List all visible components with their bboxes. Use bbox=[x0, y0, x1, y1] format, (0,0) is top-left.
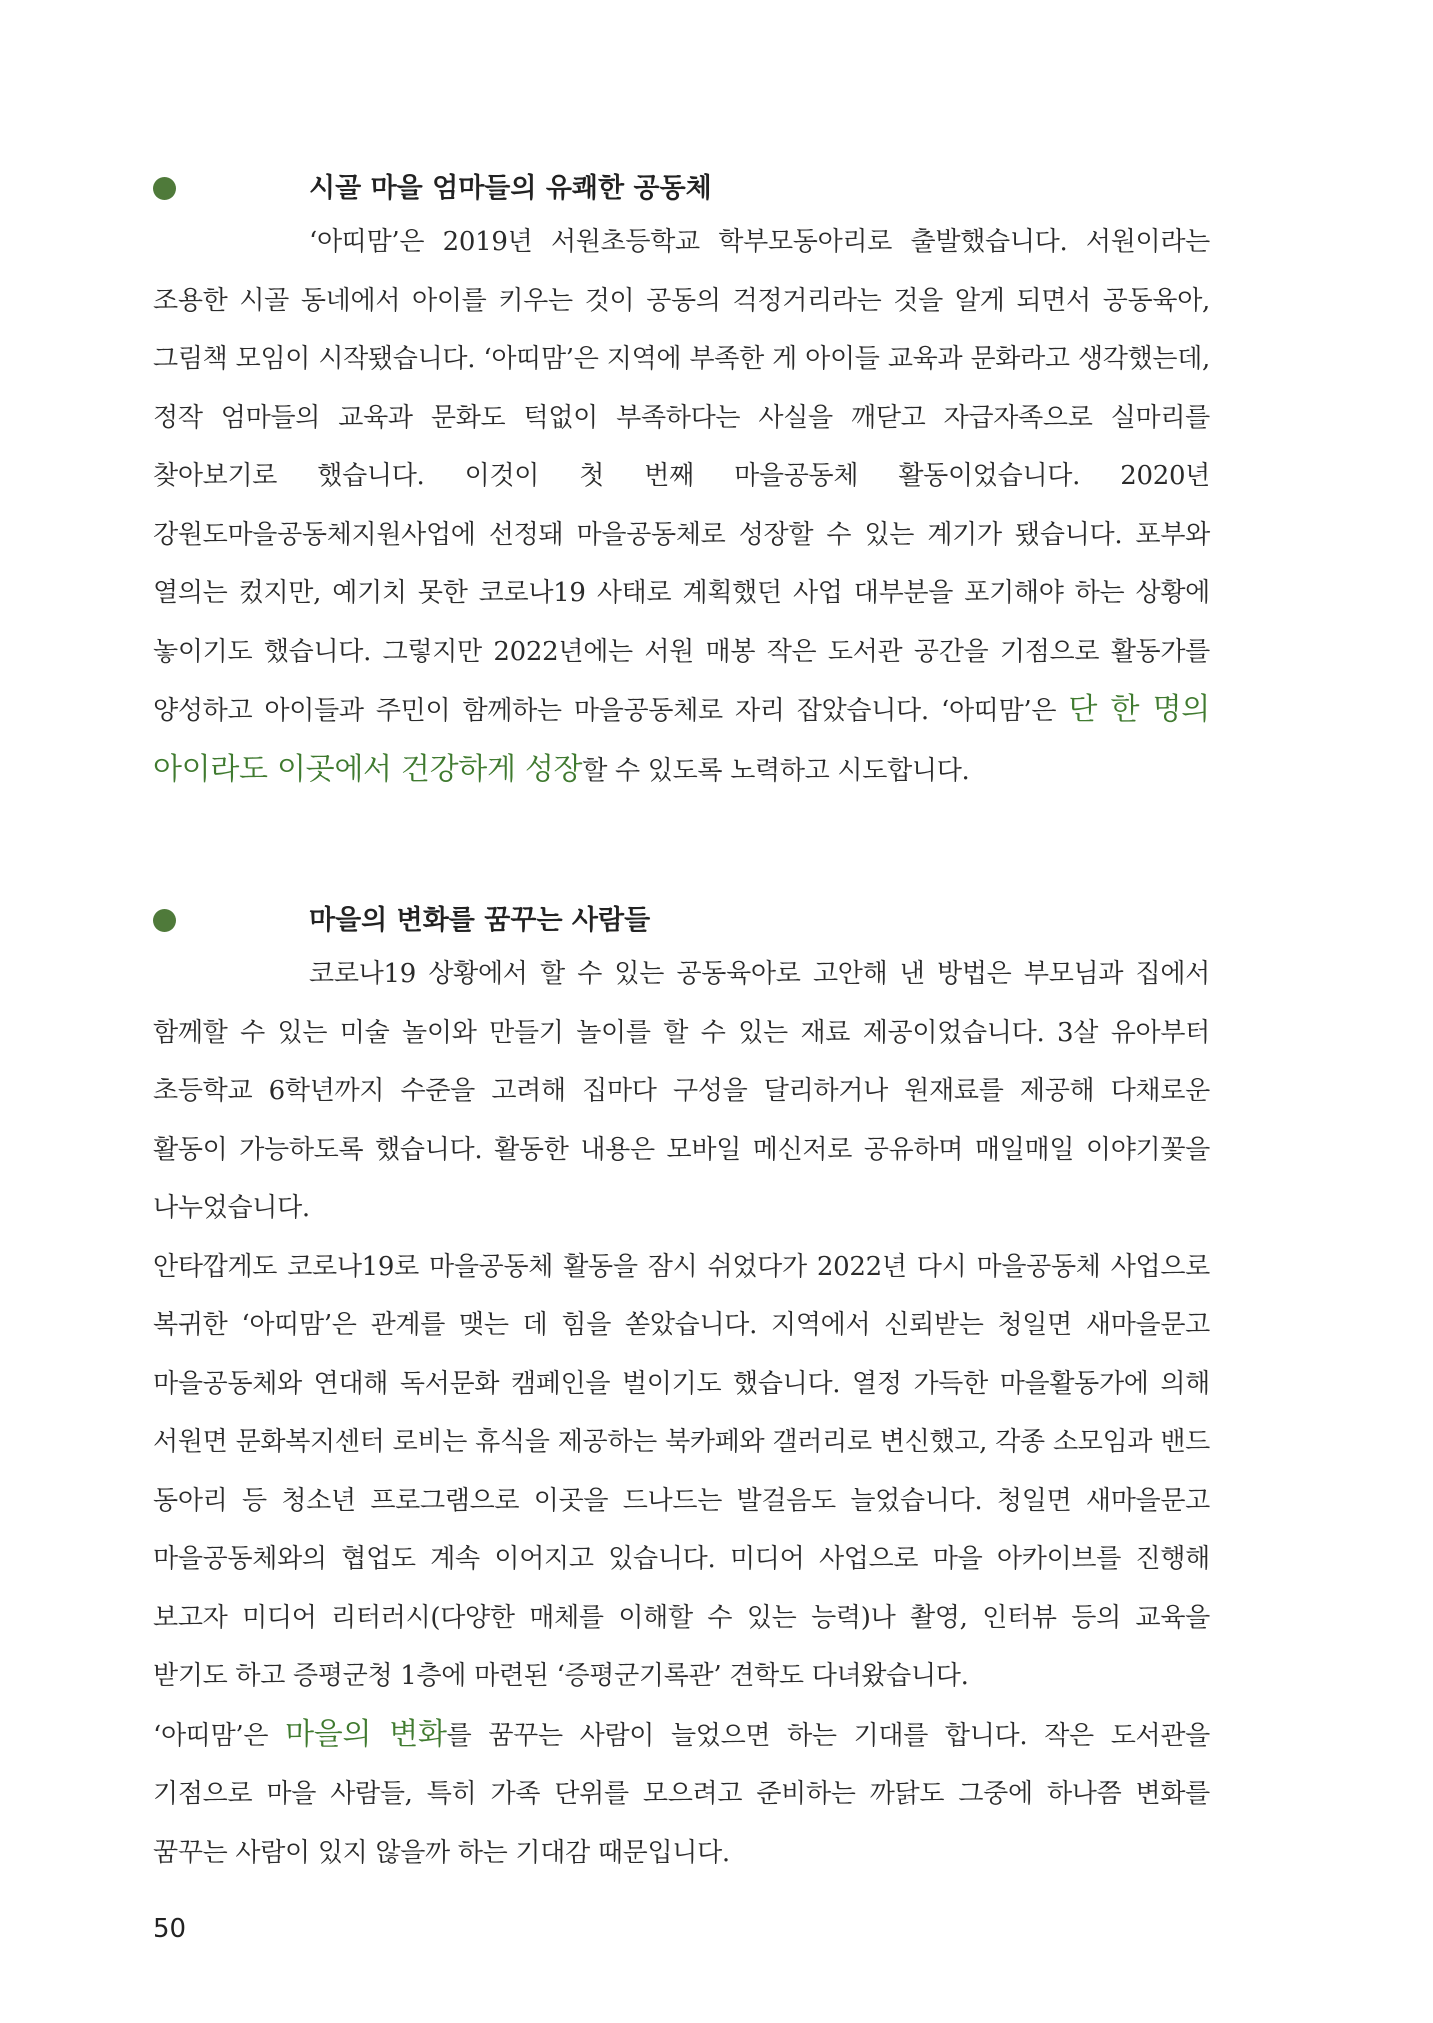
highlighted-phrase: 마을의 변화 bbox=[285, 1716, 447, 1752]
body-paragraph: 안타깝게도 코로나19로 마을공동체 활동을 잠시 쉬었다가 2022년 다시 마을공동체 사업으로 복귀한 ‘아띠맘’은 관계를 맺는 데 힘을 쏟았습니다. 지역에서 신뢰받는 청일면 새마을문고 마을공동체와 연대해 독서문화 캠페인을 벌이기도 했습니다. 열정 가득한 마을활동가에 의해 서원면 문화복지센터 로비는 휴식을 제공하는 북카페와 갤러리로 변신했고, 각종 소모임과 밴드 동아리 등 청소년 프로그램으로 이곳을 드나드는 발걸음도 늘었습니다. 청일면 새마을문고 마을공동체와의 협업도 계속 이어지고 있습니다. 미디어 사업으로 마을 아카이브를 진행해 보고자 미디어 리터러시(다양한 매체를 이해할 수 있는 능력)나 촬영, 인터뷰 등의 교육을 받기도 하고 증평군청 1층에 마련된 ‘증평군기록관’ 견학도 다녀왔습니다. bbox=[153, 1251, 1210, 1691]
page-number: 50 bbox=[153, 1914, 187, 1944]
body-paragraph bbox=[153, 213, 1210, 800]
section-rural-moms-community bbox=[153, 165, 1210, 800]
green-bullet-icon bbox=[153, 909, 176, 932]
paragraph-text: ‘아띠맘’은 bbox=[153, 1720, 286, 1751]
section-heading: 시골 마을 엄마들의 유쾌한 공동체 bbox=[309, 173, 712, 204]
section-people-dreaming-change bbox=[153, 897, 1210, 1882]
highlighted-phrase: 단 한 명의 아이라도 이곳에서 건강하게 성장 bbox=[153, 692, 1210, 787]
paragraph-text: 를 꿈꾸는 사람이 늘었으면 하는 기대를 합니다. 작은 도서관을 기점으로 마을 사람들, 특히 가족 단위를 모으려고 준비하는 까닭도 그중에 하나쯤 변화를 꿈꾸는 사람이 있지 않을까 하는 기대감 때문입니다. bbox=[153, 1720, 1210, 1868]
paragraph-text: ‘아띠맘’은 2019년 서원초등학교 학부모동아리로 출발했습니다. 서원이라는 조용한 시골 동네에서 아이를 키우는 것이 공동의 걱정거리라는 것을 알게 되면서 공동육아, 그림책 모임이 시작됐습니다. ‘아띠맘’은 지역에 부족한 게 아이들 교육과 문화라고 생각했는데, 정작 엄마들의 교육과 문화도 턱없이 부족하다는 사실을 깨닫고 자급자족으로 실마리를 찾아보기로 했습니다. 이것이 첫 번째 마을공동체 활동이었습니다. 2020년 강원도마을공동체지원사업에 선정돼 마을공동체로 성장할 수 있는 계기가 됐습니다. 포부와 열의는 컸지만, 예기치 못한 코로나19 사태로 계획했던 사업 대부분을 포기해야 하는 상황에 놓이기도 했습니다. 그렇지만 2022년에는 서원 매봉 작은 도서관 공간을 기점으로 활동가를 양성하고 아이들과 주민이 함께하는 마을공동체로 자리 잡았습니다. ‘아띠맘’은 bbox=[153, 227, 1210, 726]
green-bullet-icon bbox=[153, 177, 176, 200]
section-heading-row bbox=[153, 165, 1210, 213]
body-paragraph: 코로나19 상황에서 할 수 있는 공동육아로 고안해 낸 방법은 부모님과 집에서 함께할 수 있는 미술 놀이와 만들기 놀이를 할 수 있는 재료 제공이었습니다. 3살 유아부터 초등학교 6학년까지 수준을 고려해 집마다 구성을 달리하거나 원재료를 제공해 다채로운 활동이 가능하도록 했습니다. 활동한 내용은 모바일 메신저로 공유하며 매일매일 이야기꽃을 나누었습니다. bbox=[153, 959, 1210, 1223]
section-heading: 마을의 변화를 꿈꾸는 사람들 bbox=[309, 905, 651, 936]
paragraph-text: 할 수 있도록 노력하고 시도합니다. bbox=[582, 755, 970, 786]
body-paragraph bbox=[153, 1706, 1210, 1883]
section-heading-row bbox=[153, 897, 1210, 945]
